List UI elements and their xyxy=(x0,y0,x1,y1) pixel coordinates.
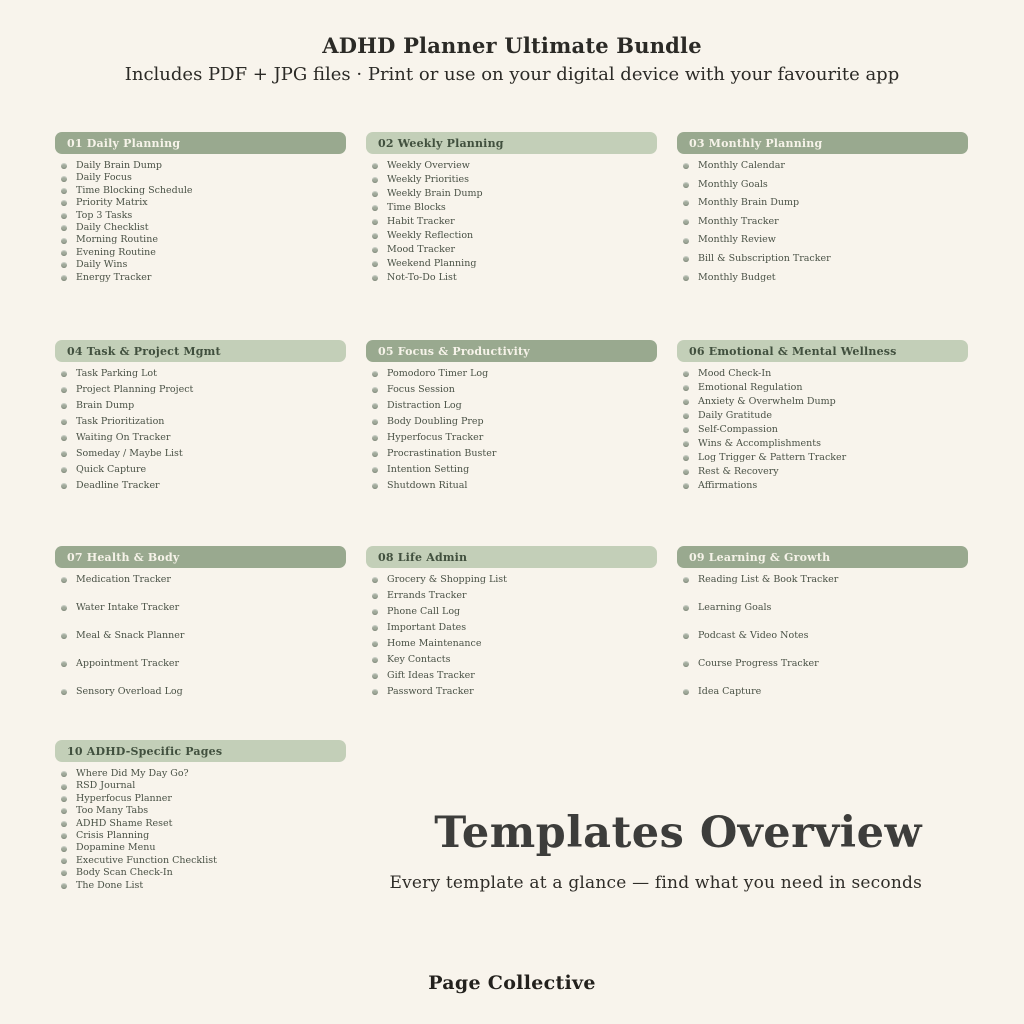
list-item xyxy=(61,881,346,891)
bullet-icon xyxy=(61,176,67,182)
list-item-label: The Done List xyxy=(76,879,144,891)
bullet-icon xyxy=(372,247,378,253)
section-card xyxy=(55,132,346,340)
bullet-icon xyxy=(372,593,378,599)
list-item xyxy=(372,385,657,395)
bullet-icon xyxy=(372,673,378,679)
bullet-icon xyxy=(372,177,378,183)
section-title: 03 Monthly Planning xyxy=(689,136,823,150)
bullet-icon xyxy=(61,262,67,268)
brand-name: Page Collective xyxy=(428,972,596,994)
bullet-icon xyxy=(683,633,689,639)
list-item-label: Monthly Goals xyxy=(698,178,768,190)
list-item-label: Monthly Brain Dump xyxy=(698,197,800,209)
list-item-label: Water Intake Tracker xyxy=(76,601,180,613)
list-item-label: Pomodoro Timer Log xyxy=(387,368,489,379)
section-card xyxy=(55,546,346,740)
list-item-label: Weekend Planning xyxy=(387,257,477,269)
bullet-icon xyxy=(683,661,689,667)
bullet-icon xyxy=(61,633,67,639)
list-item-label: Wins & Accomplishments xyxy=(698,437,821,449)
bullet-icon xyxy=(372,451,378,457)
section-title: 05 Focus & Productivity xyxy=(378,344,530,358)
list-item-label: Meal & Snack Planner xyxy=(76,629,185,641)
list-item xyxy=(683,411,968,421)
list-item xyxy=(61,186,346,196)
bullet-icon xyxy=(683,219,689,225)
section-header xyxy=(677,546,968,568)
list-item xyxy=(372,433,657,443)
list-item-label: Phone Call Log xyxy=(387,605,461,617)
list-item xyxy=(372,273,657,283)
list-item xyxy=(61,211,346,221)
section-item-list xyxy=(677,369,968,491)
bullet-icon xyxy=(372,689,378,695)
list-item-label: Energy Tracker xyxy=(76,271,152,283)
list-item xyxy=(61,831,346,841)
bullet-icon xyxy=(61,796,67,802)
list-item-label: Brain Dump xyxy=(76,399,135,411)
list-item xyxy=(683,369,968,379)
bullet-icon xyxy=(372,609,378,615)
bullet-icon xyxy=(61,451,67,457)
list-item xyxy=(683,254,968,264)
bullet-icon xyxy=(61,213,67,219)
bullet-icon xyxy=(61,833,67,839)
page-title: ADHD Planner Ultimate Bundle xyxy=(322,33,702,58)
bullet-icon xyxy=(372,163,378,169)
list-item-label: Mood Tracker xyxy=(387,243,456,255)
bullet-icon xyxy=(61,419,67,425)
list-item xyxy=(372,623,657,633)
bullet-icon xyxy=(683,256,689,262)
list-item xyxy=(683,631,968,641)
bullet-icon xyxy=(683,441,689,447)
list-item xyxy=(372,189,657,199)
bullet-icon xyxy=(372,641,378,647)
section-item-list xyxy=(55,369,346,491)
list-item-label: Someday / Maybe List xyxy=(76,447,183,459)
bullet-icon xyxy=(61,403,67,409)
bullet-icon xyxy=(61,188,67,194)
bullet-icon xyxy=(372,261,378,267)
list-item-label: Course Progress Tracker xyxy=(698,657,819,669)
list-item-label: Quick Capture xyxy=(76,463,147,475)
bullet-icon xyxy=(683,483,689,489)
list-item-label: Morning Routine xyxy=(76,234,158,246)
list-item-label: Idea Capture xyxy=(698,685,762,697)
list-item-label: Gift Ideas Tracker xyxy=(387,669,475,681)
list-item xyxy=(61,198,346,208)
bullet-icon xyxy=(683,238,689,244)
bullet-icon xyxy=(372,435,378,441)
list-item-label: Weekly Overview xyxy=(387,160,470,171)
list-item-label: Anxiety & Overwhelm Dump xyxy=(698,395,836,407)
list-item xyxy=(683,453,968,463)
list-item-label: Hyperfocus Planner xyxy=(76,792,172,804)
list-item-label: Monthly Review xyxy=(698,234,776,246)
list-item xyxy=(61,385,346,395)
list-item xyxy=(61,856,346,866)
list-item xyxy=(61,819,346,829)
bullet-icon xyxy=(61,661,67,667)
list-item-label: Affirmations xyxy=(698,479,758,491)
section-card xyxy=(677,340,968,546)
list-item xyxy=(683,687,968,697)
list-item xyxy=(372,161,657,171)
bullet-icon xyxy=(372,403,378,409)
section-header xyxy=(55,132,346,154)
list-item-label: Daily Brain Dump xyxy=(76,160,162,171)
list-item-label: Emotional Regulation xyxy=(698,381,803,393)
section-title: 08 Life Admin xyxy=(378,550,468,564)
list-item-label: Self-Compassion xyxy=(698,423,778,435)
bullet-icon xyxy=(61,387,67,393)
section-item-list xyxy=(55,161,346,283)
bullet-icon xyxy=(61,483,67,489)
list-item-label: Grocery & Shopping List xyxy=(387,574,508,585)
list-item-label: Errands Tracker xyxy=(387,589,467,601)
list-item xyxy=(683,180,968,190)
section-header xyxy=(55,546,346,568)
list-item-label: Bill & Subscription Tracker xyxy=(698,252,831,264)
bullet-icon xyxy=(61,771,67,777)
list-item xyxy=(372,449,657,459)
list-item xyxy=(61,868,346,878)
list-item xyxy=(372,417,657,427)
bullet-icon xyxy=(372,625,378,631)
list-item-label: Weekly Reflection xyxy=(387,229,474,241)
list-item-label: Shutdown Ritual xyxy=(387,479,468,491)
list-item xyxy=(372,639,657,649)
list-item xyxy=(61,806,346,816)
list-item-label: Reading List & Book Tracker xyxy=(698,574,839,585)
bullet-icon xyxy=(372,219,378,225)
section-title: 06 Emotional & Mental Wellness xyxy=(689,344,897,358)
list-item-label: Where Did My Day Go? xyxy=(76,768,189,779)
bullet-icon xyxy=(372,419,378,425)
list-item xyxy=(61,223,346,233)
bullet-icon xyxy=(372,467,378,473)
section-item-list xyxy=(55,769,346,891)
list-item xyxy=(372,671,657,681)
list-item xyxy=(683,161,968,171)
list-item xyxy=(61,260,346,270)
bullet-icon xyxy=(61,163,67,169)
section-item-list xyxy=(366,369,657,491)
list-item-label: Focus Session xyxy=(387,383,455,395)
list-item-label: Task Prioritization xyxy=(76,415,165,427)
bullet-icon xyxy=(61,689,67,695)
sections-grid xyxy=(55,132,968,894)
list-item xyxy=(683,217,968,227)
list-item xyxy=(683,659,968,669)
list-item xyxy=(61,687,346,697)
list-item xyxy=(683,603,968,613)
list-item-label: Project Planning Project xyxy=(76,383,194,395)
bullet-icon xyxy=(683,385,689,391)
list-item-label: Priority Matrix xyxy=(76,197,148,209)
list-item xyxy=(61,631,346,641)
overview-title: Templates Overview xyxy=(434,808,922,858)
list-item-label: Waiting On Tracker xyxy=(76,431,171,443)
list-item xyxy=(372,245,657,255)
list-item xyxy=(61,781,346,791)
bullet-icon xyxy=(683,455,689,461)
section-title: 04 Task & Project Mgmt xyxy=(67,344,221,358)
bullet-icon xyxy=(372,483,378,489)
list-item xyxy=(683,273,968,283)
list-item-label: Deadline Tracker xyxy=(76,479,160,491)
bullet-icon xyxy=(61,846,67,852)
list-item-label: Password Tracker xyxy=(387,685,474,697)
bullet-icon xyxy=(61,275,67,281)
section-item-list xyxy=(55,575,346,697)
list-item-label: Body Scan Check-In xyxy=(76,867,173,879)
list-item xyxy=(683,198,968,208)
bullet-icon xyxy=(61,250,67,256)
list-item xyxy=(372,465,657,475)
list-item xyxy=(683,397,968,407)
list-item-label: Daily Focus xyxy=(76,172,132,184)
list-item xyxy=(61,401,346,411)
bullet-icon xyxy=(683,399,689,405)
list-item xyxy=(683,481,968,491)
bullet-icon xyxy=(683,371,689,377)
section-header xyxy=(366,340,657,362)
list-item-label: Key Contacts xyxy=(387,653,451,665)
list-item-label: Daily Wins xyxy=(76,259,128,271)
list-item-label: Rest & Recovery xyxy=(698,465,779,477)
section-header xyxy=(55,740,346,762)
list-item xyxy=(61,843,346,853)
bullet-icon xyxy=(683,689,689,695)
bullet-icon xyxy=(372,191,378,197)
page-subtitle: Includes PDF + JPG files · Print or use on your digital device with your favourite app xyxy=(124,64,900,85)
list-item-label: Not-To-Do List xyxy=(387,271,457,283)
section-item-list xyxy=(677,575,968,697)
bullet-icon xyxy=(683,605,689,611)
list-item-label: Sensory Overload Log xyxy=(76,685,183,697)
bullet-icon xyxy=(683,469,689,475)
list-item-label: Crisis Planning xyxy=(76,829,150,841)
list-item xyxy=(372,231,657,241)
bullet-icon xyxy=(683,200,689,206)
section-card xyxy=(366,132,657,340)
list-item-label: Monthly Calendar xyxy=(698,160,785,171)
list-item xyxy=(61,433,346,443)
bullet-icon xyxy=(61,605,67,611)
list-item xyxy=(372,655,657,665)
list-item-label: Evening Routine xyxy=(76,246,156,258)
bullet-icon xyxy=(61,371,67,377)
list-item-label: Task Parking Lot xyxy=(76,368,157,379)
bullet-icon xyxy=(61,821,67,827)
bullet-icon xyxy=(372,233,378,239)
list-item xyxy=(61,369,346,379)
list-item xyxy=(61,449,346,459)
list-item xyxy=(372,217,657,227)
overview-tagline: Every template at a glance — find what you need in seconds xyxy=(389,873,922,894)
bullet-icon xyxy=(372,275,378,281)
section-card xyxy=(677,546,968,740)
overview-block xyxy=(389,810,922,893)
list-item xyxy=(372,687,657,697)
list-item-label: Monthly Tracker xyxy=(698,215,779,227)
section-header xyxy=(366,546,657,568)
bullet-icon xyxy=(61,435,67,441)
section-header xyxy=(55,340,346,362)
list-item-label: Weekly Priorities xyxy=(387,173,470,185)
list-item-label: Learning Goals xyxy=(698,601,772,613)
list-item xyxy=(372,591,657,601)
list-item-label: Habit Tracker xyxy=(387,215,455,227)
list-item xyxy=(683,383,968,393)
list-item-label: Important Dates xyxy=(387,621,467,633)
list-item-label: Top 3 Tasks xyxy=(76,209,133,221)
list-item-label: Time Blocking Schedule xyxy=(76,184,193,196)
section-item-list xyxy=(366,575,657,697)
bullet-icon xyxy=(61,784,67,790)
list-item xyxy=(372,575,657,585)
section-title: 10 ADHD-Specific Pages xyxy=(67,744,223,758)
list-item-label: Mood Check-In xyxy=(698,368,772,379)
section-title: 01 Daily Planning xyxy=(67,136,181,150)
page-footer xyxy=(0,972,1024,994)
bullet-icon xyxy=(61,883,67,889)
list-item-label: Hyperfocus Tracker xyxy=(387,431,484,443)
list-item-label: Home Maintenance xyxy=(387,637,482,649)
list-item-label: Executive Function Checklist xyxy=(76,854,217,866)
bullet-icon xyxy=(61,238,67,244)
section-title: 09 Learning & Growth xyxy=(689,550,831,564)
list-item xyxy=(61,235,346,245)
section-item-list xyxy=(677,161,968,283)
list-item xyxy=(683,425,968,435)
bullet-icon xyxy=(61,858,67,864)
list-item xyxy=(372,175,657,185)
bullet-icon xyxy=(61,870,67,876)
list-item xyxy=(61,465,346,475)
list-item-label: RSD Journal xyxy=(76,780,136,792)
section-item-list xyxy=(366,161,657,283)
list-item xyxy=(372,607,657,617)
list-item xyxy=(61,248,346,258)
list-item-label: Daily Gratitude xyxy=(698,409,773,421)
bullet-icon xyxy=(61,225,67,231)
bullet-icon xyxy=(683,182,689,188)
bullet-icon xyxy=(683,163,689,169)
list-item-label: Time Blocks xyxy=(387,201,446,213)
bullet-icon xyxy=(683,413,689,419)
list-item-label: Medication Tracker xyxy=(76,574,171,585)
list-item-label: Intention Setting xyxy=(387,463,470,475)
list-item xyxy=(61,481,346,491)
list-item-label: Monthly Budget xyxy=(698,271,776,283)
bullet-icon xyxy=(683,427,689,433)
list-item xyxy=(683,235,968,245)
list-item-label: Body Doubling Prep xyxy=(387,415,484,427)
list-item xyxy=(61,173,346,183)
list-item xyxy=(61,603,346,613)
bullet-icon xyxy=(683,577,689,583)
bullet-icon xyxy=(61,467,67,473)
bullet-icon xyxy=(61,200,67,206)
section-header xyxy=(366,132,657,154)
list-item xyxy=(61,794,346,804)
bullet-icon xyxy=(372,387,378,393)
section-title: 07 Health & Body xyxy=(67,550,180,564)
list-item xyxy=(372,401,657,411)
list-item xyxy=(372,203,657,213)
section-card xyxy=(366,340,657,546)
list-item xyxy=(61,769,346,779)
bullet-icon xyxy=(683,275,689,281)
list-item-label: Procrastination Buster xyxy=(387,447,497,459)
bullet-icon xyxy=(372,657,378,663)
list-item xyxy=(61,417,346,427)
list-item xyxy=(372,259,657,269)
list-item-label: Log Trigger & Pattern Tracker xyxy=(698,451,847,463)
list-item-label: Distraction Log xyxy=(387,399,462,411)
list-item-label: Appointment Tracker xyxy=(76,657,180,669)
bullet-icon xyxy=(372,577,378,583)
list-item xyxy=(61,659,346,669)
bullet-icon xyxy=(61,808,67,814)
bullet-icon xyxy=(61,577,67,583)
section-card xyxy=(677,132,968,340)
list-item xyxy=(372,481,657,491)
section-title: 02 Weekly Planning xyxy=(378,136,504,150)
bullet-icon xyxy=(372,205,378,211)
section-card xyxy=(366,546,657,740)
list-item xyxy=(372,369,657,379)
list-item-label: Weekly Brain Dump xyxy=(387,187,483,199)
list-item xyxy=(61,273,346,283)
list-item-label: ADHD Shame Reset xyxy=(76,817,173,829)
bullet-icon xyxy=(372,371,378,377)
section-card xyxy=(55,340,346,546)
section-card xyxy=(55,740,346,891)
list-item xyxy=(683,467,968,477)
section-header xyxy=(677,340,968,362)
list-item-label: Podcast & Video Notes xyxy=(698,629,809,641)
list-item-label: Daily Checklist xyxy=(76,221,149,233)
page-header xyxy=(0,33,1024,85)
list-item xyxy=(683,575,968,585)
list-item xyxy=(61,161,346,171)
section-header xyxy=(677,132,968,154)
list-item-label: Too Many Tabs xyxy=(76,805,149,817)
list-item-label: Dopamine Menu xyxy=(76,842,156,854)
list-item xyxy=(683,439,968,449)
list-item xyxy=(61,575,346,585)
